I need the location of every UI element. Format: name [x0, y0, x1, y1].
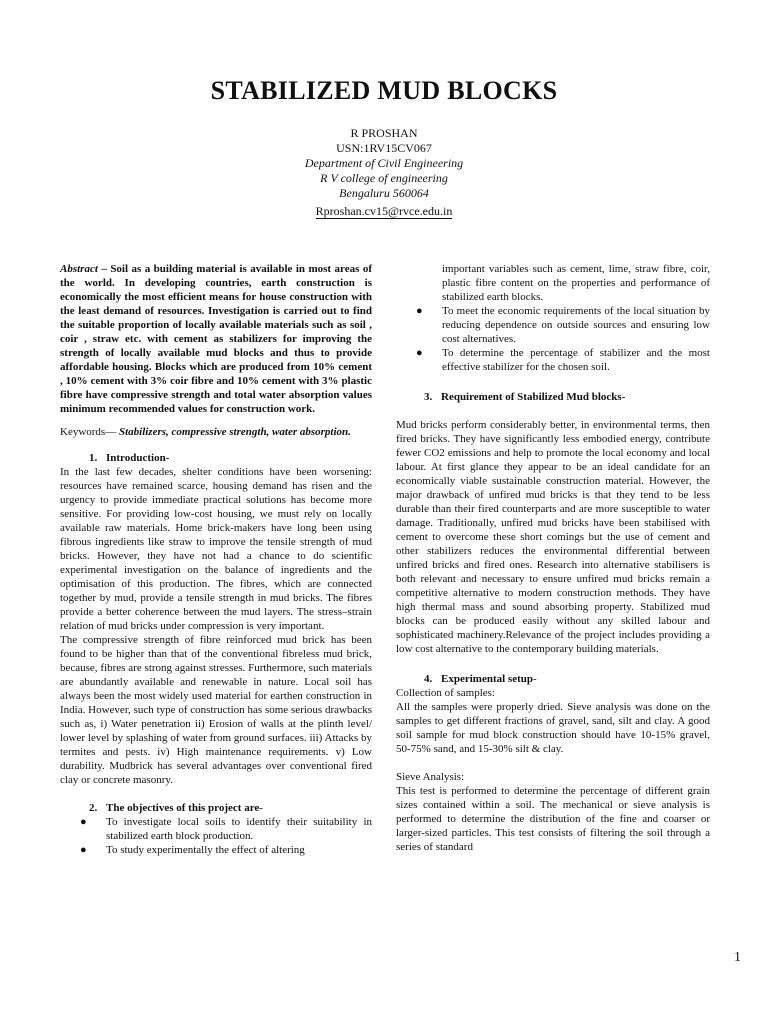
paper-title: STABILIZED MUD BLOCKS — [210, 76, 558, 105]
section-number: 3. — [424, 391, 433, 403]
list-item — [396, 304, 710, 346]
bullet-icon: ● — [80, 844, 87, 856]
author-name: R PROSHAN — [350, 126, 418, 140]
author-college: R V college of engineering — [320, 171, 448, 185]
list-item — [396, 262, 710, 304]
keywords-text: Stabilizers, compressive strength, water absorption. — [116, 426, 351, 438]
author-email-link[interactable]: Rproshan.cv15@rvce.edu.in — [315, 204, 453, 218]
bullet-icon: ● — [416, 347, 423, 359]
objectives-list — [60, 815, 372, 857]
list-item — [396, 346, 710, 374]
sieve-paragraph: This test is performed to determine the percentage of different grain sizes contained within a soil. The mechanical or sieve analysis is performed to determine the distribution of the fine and coarser or larger-sized particles. This test consists of filtering the soil through a series of standard — [396, 785, 710, 853]
list-item-text: To study experimentally the effect of altering — [106, 844, 305, 856]
section-title: Requirement of Stabilized Mud blocks- — [441, 391, 626, 403]
bullet-icon: ● — [416, 305, 423, 317]
author-usn: USN:1RV15CV067 — [336, 141, 432, 155]
left-column — [60, 262, 372, 857]
objectives-list-continued — [396, 262, 710, 374]
list-item — [60, 843, 372, 857]
section-title: Introduction- — [106, 452, 170, 464]
section-number: 2. — [89, 802, 98, 814]
section-heading-objectives — [60, 801, 372, 815]
abstract-dash: – — [97, 263, 111, 275]
keywords — [60, 425, 372, 439]
section-number: 4. — [424, 673, 433, 685]
author-city: Bengaluru 560064 — [339, 186, 429, 200]
section-title: Experimental setup — [441, 673, 533, 685]
requirement-paragraph: Mud bricks perform considerably better, in environmental terms, then fired bricks. They have significantly less embodied energy, contribute fewer CO2 emissions and help to promote the local economy and local labour. At first glance they appear to be an ideal candidate for an economically viable sustainable construction material. However, the major drawback of unfired mud bricks is that they tend to be less durable than their fired counterparts and are more susceptible to water damage. Traditionally, unfired mud bricks have been stabilised with cement to overcome these short comings but the use of cement and other stabilizers reduces the environmental differential between unfired bricks and fired ones. Research into alternative stabilisers is both relevant and necessary to ensure unfired mud bricks remain a competitive alternative to modern construction methods. They have high thermal mass and sound absorbing property. Stabilized mud blocks can be produced easily without any skilled labour and sophisticated machinery.Relevance of the project includes providing a low cost alternative to the contemporary building materials. — [396, 419, 710, 655]
section-number: 1. — [89, 452, 98, 464]
abstract-text: Soil as a building material is available in most areas of the world. In developing countries, earth construction is economically the most efficient means for house construction with the least demand of resources. Investigation is carried out to find the suitable proportion of locally available materials such as soil , coir , straw etc. with cement as stabilizers for improving the strength of locally available mud blocks and thus to provide affordable housing. Blocks which are produced from 10% cement , 10% cement with 3% coir fibre and 10% cement with 3% plastic fibre have compressive strength and total water absorption values minimum recommended values for construction work. — [60, 263, 372, 415]
list-item-text: To investigate local soils to identify their suitability in stabilized earth block production. — [106, 816, 372, 842]
introduction-paragraph-2: The compressive strength of fibre reinforced mud brick has been found to be higher than that of the conventional fibreless mud brick, because, fibres are strong against stresses. Furthermore, such materials are abundantly available and renewable in nature. Local soil has always been the most widely used material for earthen construction in India. However, such type of construction has some serious drawbacks such as, i) Water penetration ii) Erosion of walls at the plinth level/ lower level by splashing of water from ground surfaces. iii) Attacks by termites and pests. iv) High maintenance requirements. v) Low durability. Mudbrick has several advantages over conventional fired clay or concrete masonry. — [60, 634, 372, 786]
sieve-label: Sieve Analysis: — [396, 771, 465, 783]
keywords-label: Keywords— — [60, 426, 117, 438]
section-title-suffix: - — [532, 673, 537, 685]
section-heading-requirement — [396, 390, 710, 404]
list-item-text: important variables such as cement, lime, straw fibre, coir, plastic fibre content on the properties and performance of stabilized earth blocks. — [442, 263, 710, 303]
author-department: Department of Civil Engineering — [304, 156, 464, 170]
introduction-paragraph-1: In the last few decades, shelter conditions have been worsening: resources have remained scarce, housing demand has risen and the urgency to provide immediate practical solutions has become more sensitive. For providing low-cost housing, we must rely on locally available raw materials. Home brick-makers have long been using fibrous ingredients like straw to improve the tensile strength of mud bricks. However, they have not had a chance to do scientific experimental investigation on the balance of ingredients and the optimisation of this production. The fibres, which are connected together by mud, provide a tensile strength in mud bricks. The fibres provide a better coherence between the mud layers. The stress–strain relation of mud bricks under compression is very important. — [60, 466, 372, 632]
bullet-icon: ● — [80, 816, 87, 828]
section-heading-introduction — [60, 451, 372, 465]
abstract-label: Abstract — [60, 263, 98, 275]
section-heading-experimental — [396, 672, 710, 686]
section-title: The objectives of this project are — [106, 802, 260, 814]
collection-label: Collection of samples: — [396, 687, 495, 699]
list-item-text: To determine the percentage of stabilizer and the most effective stabilizer for the chosen soil. — [442, 347, 710, 373]
abstract — [60, 262, 372, 416]
section-title-suffix: - — [259, 802, 263, 814]
collection-paragraph: All the samples were properly dried. Sieve analysis was done on the samples to get different fractions of gravel, sand, silt and clay. A good soil sample for mud block construction should have 10-15% gravel, 50-75% sand, and 15-30% silt & clay. — [396, 701, 710, 755]
right-column — [396, 262, 710, 854]
list-item-text: To meet the economic requirements of the local situation by reducing dependence on outside sources and ensuring low cost alternatives. — [442, 305, 710, 345]
author-block — [0, 126, 768, 219]
list-item — [60, 815, 372, 843]
page-number: 1 — [734, 950, 741, 965]
